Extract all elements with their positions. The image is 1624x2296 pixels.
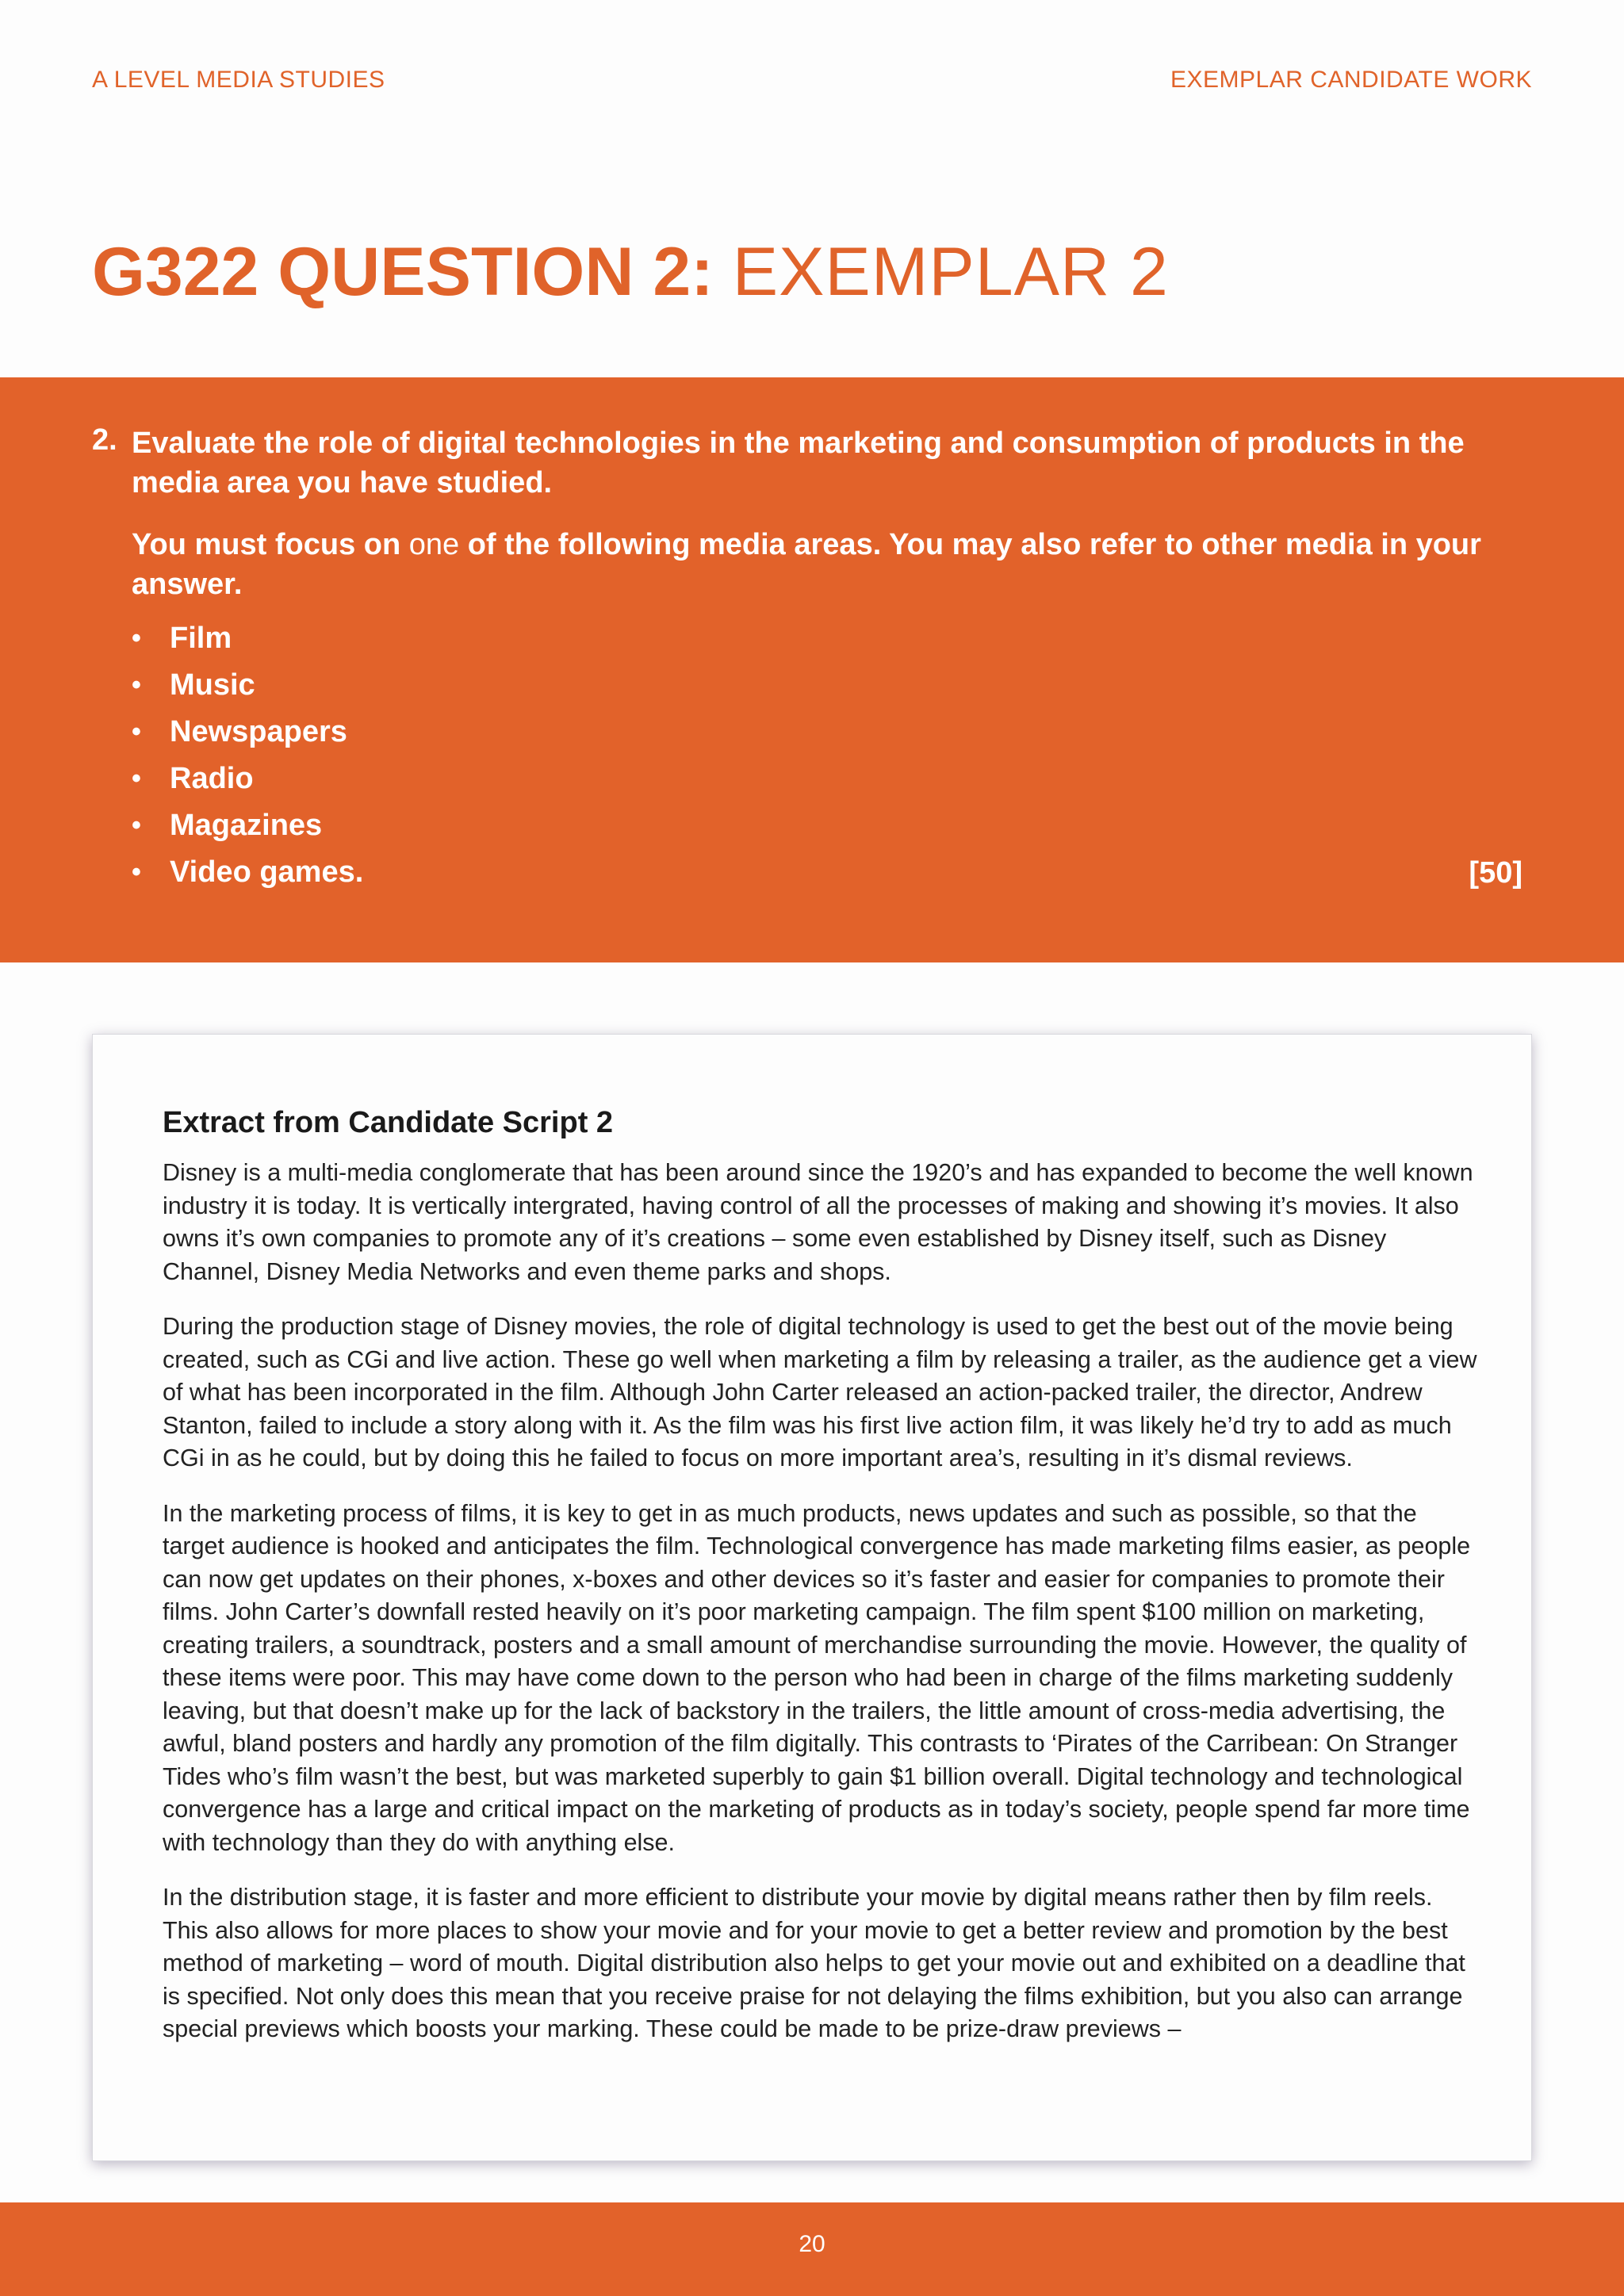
question-text: Evaluate the role of digital technologies in the marketing and consumption of products in the media area you have studied. [132, 427, 1465, 499]
bullet-icon: • [132, 810, 141, 840]
bullet-icon: • [132, 763, 141, 794]
page-title-question: G322 QUESTION 2: [92, 234, 714, 310]
question-instruction [132, 525, 1496, 604]
media-area-label: Music [170, 668, 255, 702]
question-marks: [50] [1469, 856, 1522, 890]
question-number: 2. [92, 423, 117, 457]
page-title-exemplar: EXEMPLAR 2 [732, 234, 1169, 310]
extract-paragraph: In the distribution stage, it is faster and more efficient to distribute your movie by digital means rather then by film reels. This also allows for more places to show your movie and for your movie to get a better review and promotion by the best method of marketing – word of mouth. Digital distribution also helps to get your movie out and exhibited on a deadline that is specified. Not only does this mean that you receive praise for not delaying the films exhibition, but you also can arrange special previews which boosts your marking. These could be made to be prize-draw previews – [163, 1884, 1465, 2042]
extract-heading: Extract from Candidate Script 2 [163, 1106, 614, 1139]
question-panel [0, 377, 1624, 962]
media-area-label: Newspapers [170, 715, 347, 748]
header-section-label: EXEMPLAR CANDIDATE WORK [1170, 67, 1532, 93]
instruction-end: of the following media areas. You may also refer to other media in your answer. [132, 528, 1481, 601]
header-subject: A LEVEL MEDIA STUDIES [92, 67, 385, 93]
media-area-item [132, 802, 363, 849]
media-area-item [132, 615, 363, 662]
bullet-icon: • [132, 857, 141, 887]
bullet-icon: • [132, 623, 141, 653]
page-number: 20 [799, 2231, 825, 2257]
extract-paragraph: During the production stage of Disney movies, the role of digital technology is used to get the best out of the movie being created, such as CGi and live action. These go well when marketing a film by releasing a trailer, as the audience get a view of what has been incorporated in the film. Although John Carter released an action-packed trailer, the director, Andrew Stanton, failed to include a story along with it. As the film was his first live action film, it was likely he’d try to add as much CGi in as he could, but by doing this he failed to focus on more important area’s, resulting in it’s dismal reviews. [163, 1313, 1477, 1471]
media-area-label: Video games. [170, 855, 364, 889]
media-area-item [132, 709, 363, 756]
page-title [92, 235, 1169, 310]
extract-paragraph: Disney is a multi-media conglomerate that has been around since the 1920’s and has expanded to become the well known industry it is today. It is vertically intergrated, having control of all the processes of making and showing it’s movies. It also owns it’s own companies to promote any of it’s creations – some even established by Disney itself, such as Disney Channel, Disney Media Networks and even theme parks and shops. [163, 1159, 1473, 1285]
media-area-label: Magazines [170, 809, 323, 842]
media-area-item [132, 849, 363, 896]
media-area-item [132, 756, 363, 802]
media-area-item [132, 662, 363, 709]
media-area-list [132, 615, 363, 896]
extract-body [163, 1157, 1479, 2068]
extract-paragraph: In the marketing process of films, it is key to get in as much products, news updates and such as possible, so that the target audience is hooked and anticipates the film. Technological convergence has made marketing films easier, as people can now get updates on their phones, x-boxes and other devices so it’s faster and easier for companies to promote their films. John Carter’s downfall rested heavily on it’s poor marketing campaign. The film spent $100 million on marketing, creating trailers, a soundtrack, posters and a small amount of merchandise surrounding the movie. However, the quality of these items were poor. This may have come down to the person who had been in charge of the films marketing suddenly leaving, but that doesn’t make up for the lack of backstory in the trailers, the little amount of cross-media advertising, the awful, bland posters and hardly any promotion of the film digitally. This contrasts to ‘Pirates of the Carribean: On Stranger Tides who’s film wasn’t the best, but was marketed superbly to gain $1 billion overall. Digital technology and technological convergence has a large and critical impact on the marketing of products as in today’s society, people spend far more time with technology than they do with anything else. [163, 1499, 1471, 1856]
media-area-label: Radio [170, 762, 254, 795]
instruction-emphasis: one [408, 528, 460, 561]
candidate-extract-box [92, 1034, 1532, 2161]
footer-band [0, 2202, 1624, 2296]
media-area-label: Film [170, 622, 232, 655]
bullet-icon: • [132, 717, 141, 747]
instruction-start: You must focus on [132, 528, 401, 561]
bullet-icon: • [132, 670, 141, 700]
